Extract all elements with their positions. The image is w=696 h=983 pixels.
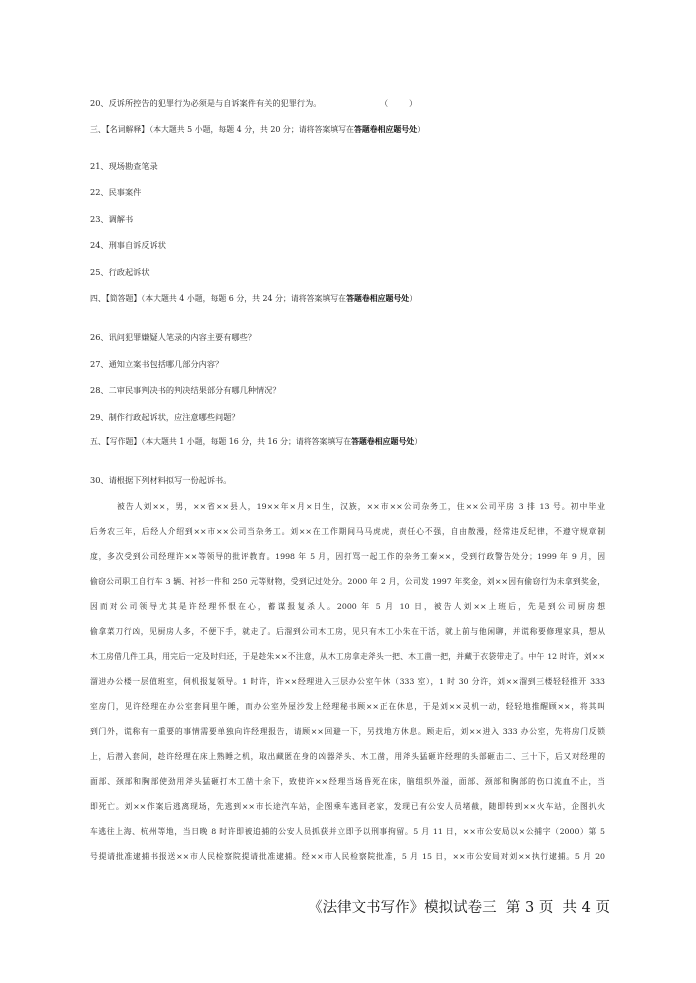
- question-25: 25、行政起诉状: [90, 267, 150, 277]
- section-3-text: 三、【名词解释】（本大题共 5 小题，每题 4 分，共 20 分；请将答案填写在: [90, 125, 354, 134]
- section-4-tail: ）: [409, 294, 418, 303]
- material-line: 车逃往上海、杭州等地，当日晚 8 时许即被追捕的公安人员抓获并立即予以刑事拘留。5 月 11 日，××市公安局以×公捕字（2000）第 5: [90, 827, 605, 836]
- section-3-heading: [90, 125, 425, 135]
- question-28: 28、二审民事判决书的判决结果部分有哪几种情况？: [90, 385, 281, 395]
- material-line: 木工房借几件工具，用完后一定及时归还，于是趁朱××不注意，从木工房拿走斧头一把、木工凿一把，并藏于衣袋带走了。中午 12 时许，刘××: [90, 652, 605, 661]
- material-line: 偷窃公司职工自行车 3 辆、衬衫一件和 250 元等财物，受到记过处分。2000 年 2 月，公司发 1997 年奖金，刘××因有偷窃行为未拿到奖金，: [90, 577, 605, 586]
- section-5-heading: [90, 437, 422, 447]
- section-3-tail: ）: [417, 125, 425, 134]
- section-5-text: 五、【写作题】（本大题共 1 小题，每题 16 分，共 16 分；请将答案填写在: [90, 437, 352, 446]
- material-line: 到门外，谎称有一重要的事情需要单独向许经理报告，请顾××回避一下，另找地方休息。顾走后，刘××进入 333 办公室，先将房门反锁: [90, 727, 605, 736]
- question-22: 22、民事案件: [90, 187, 142, 197]
- answer-bracket-20: （ ）: [380, 98, 418, 108]
- section-5-bold: 答题卷相应题号处: [351, 437, 415, 446]
- material-line: 号提请批准逮捕书报送××市人民检察院提请批准逮捕。经××市人民检察院批准，5 月 15 日，××市公安局对刘××执行逮捕。5 月 20: [90, 852, 605, 861]
- material-line: 被告人刘××，男，××省××县人，19××年×月×日生，汉族，××市××公司杂务工，住××公司平房 3 排 13 号。初中毕业: [117, 502, 605, 511]
- question-24: 24、刑事自诉反诉状: [90, 240, 166, 250]
- material-line: 室房门，见许经理在办公室套间里午睡，而办公室外屋沙发上经理秘书顾××正在休息，于是刘××灵机一动，轻轻地推醒顾××，将其叫: [90, 702, 605, 711]
- material-line: 后务农三年，后经人介绍到××市××公司当杂务工。刘××在工作期间马马虎虎，责任心不强，自由散漫，经常违反纪律，不遵守规章制: [90, 527, 605, 536]
- section-3-bold: 答题卷相应题号处: [353, 125, 418, 134]
- question-20: 20、反诉所控告的犯罪行为必须是与自诉案件有关的犯罪行为。: [90, 98, 322, 108]
- question-29: 29、制作行政起诉状，应注意哪些问题？: [90, 412, 240, 422]
- section-5-tail: ）: [414, 437, 423, 446]
- material-line: 度，多次受到公司经理许××等领导的批评教育。1998 年 5 月，因打骂一起工作的杂务工秦××，受到行政警告处分；1999 年 9 月，因: [90, 552, 605, 561]
- material-line: 偷拿菜刀行凶，见厨房人多，不便下手，就走了。后溜到公司木工房，见只有木工小朱在干活，就上前与他闲聊，并谎称要修理家具，想从: [90, 627, 605, 636]
- material-line: 面部、颈部和胸部使劲用斧头猛砸打木工凿十余下，致使许××经理当场昏死在床，脑组织外溢，面部、颈部和胸部的伤口流血不止，当: [90, 777, 605, 786]
- question-21: 21、现场勘查笔录: [90, 161, 158, 171]
- material-line: 因而对公司领导尤其是许经理怀恨在心，蓄谋报复杀人。2000 年 5 月 10 日，被告人刘××上班后，先是到公司厨房想: [90, 602, 605, 611]
- section-4-bold: 答题卷相应题号处: [346, 294, 410, 303]
- material-line: 溜进办公楼一层值班室，伺机报复领导。1 时许，许××经理进入三层办公室午休（333 室），1 时 30 分许，刘××溜到三楼轻轻推开 333: [90, 677, 605, 686]
- question-27: 27、通知立案书包括哪几部分内容？: [90, 359, 224, 369]
- question-30-prompt: 30、请根据下列材料拟写一份起诉书。: [90, 475, 232, 485]
- question-23: 23、调解书: [90, 214, 134, 224]
- page-footer: 《法律文书写作》模拟试卷三 第 3 页 共 4 页: [308, 900, 610, 916]
- material-line: 上，后潜入套间，趁许经理在床上熟睡之机，取出藏匿在身的凶器斧头、木工凿，用斧头猛砸许经理的头部砸击二、三十下，后又对经理的: [90, 752, 605, 761]
- section-4-text: 四、【简答题】（本大题共 4 小题，每题 6 分，共 24 分；请将答案填写在: [90, 294, 347, 303]
- question-26: 26、讯问犯罪嫌疑人笔录的内容主要有哪些？: [90, 332, 256, 342]
- material-line: 即死亡。刘××作案后逃离现场，先逃到××市长途汽车站，企图乘车逃回老家，发现已有公安人员堵截，随即转到××火车站，企图扒火: [90, 802, 605, 811]
- section-4-heading: [90, 294, 417, 304]
